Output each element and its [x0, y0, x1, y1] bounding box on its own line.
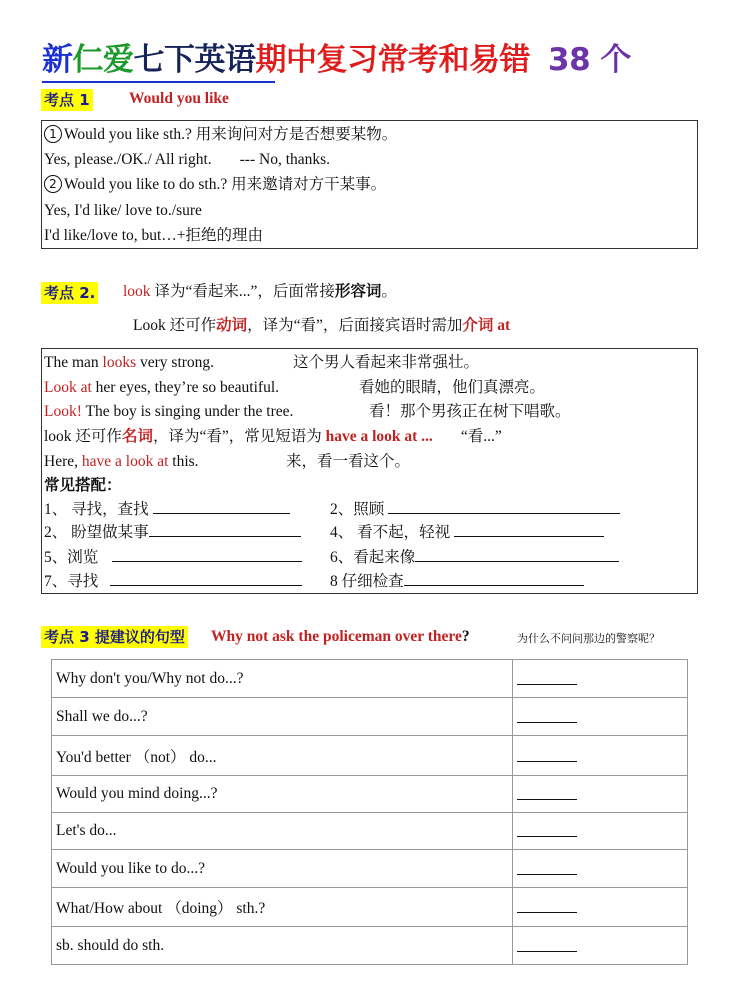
kaodian-1-tag: 考点 1 [41, 89, 93, 111]
answer-blank[interactable] [517, 783, 577, 800]
k1-line-1: 1 Would you like sth.? 用来询问对方是否想要某物。 [44, 124, 397, 146]
table-row [52, 776, 688, 813]
sentence-pattern: What/How about （doing） sth.? [52, 888, 513, 927]
table-row [52, 888, 688, 927]
sentence-pattern: You'd better （not） do... [52, 736, 513, 776]
kaodian-2-tag: 考点 2. [41, 282, 98, 304]
collocation-item-6: 6、看起来像 [330, 547, 619, 569]
k2-example-3: Look! The boy is singing under the tree. [44, 403, 294, 420]
k1-line-3: 2 Would you like to do sth.? 用来邀请对方干某事。 [44, 174, 386, 196]
sentence-pattern: Let's do... [52, 813, 513, 850]
kaodian-3-translation: 为什么不问问那边的警察呢？ [517, 632, 660, 645]
answer-blank[interactable] [153, 499, 290, 514]
answer-blank[interactable] [517, 896, 577, 913]
answer-cell[interactable] [513, 927, 688, 965]
collocation-item-5: 5、浏览 [44, 547, 302, 569]
kaodian-1-topic: Would you like [129, 90, 229, 107]
answer-blank[interactable] [415, 547, 619, 562]
k2-example-1: The man looks very strong. [44, 354, 215, 371]
k2-example-2-cn: 看她的眼睛，他们真漂亮。 [359, 379, 546, 396]
answer-blank[interactable] [517, 935, 577, 952]
suggestion-table [51, 659, 688, 965]
kaodian-3-tag: 考点 3 提建议的句型 [41, 626, 188, 648]
collocation-item-1: 1、 寻找，查找 [44, 499, 290, 521]
collocation-item-2: 2、照顾 [330, 499, 620, 521]
sentence-pattern: Shall we do...? [52, 698, 513, 736]
answer-blank[interactable] [388, 499, 620, 514]
collocation-item-7: 7、寻找 [44, 571, 302, 593]
kaodian-2-line2: Look 还可作动词，译为“看”，后面接宾语时需加介词 at [133, 317, 511, 334]
collocation-item-4: 4、 看不起，轻视 [330, 522, 604, 544]
k1-line-2: Yes, please./OK./ All right. --- No, thanks. [44, 151, 331, 168]
table-row [52, 927, 688, 965]
k2-example-3-cn: 看！那个男孩正在树下唱歌。 [369, 403, 571, 420]
answer-blank[interactable] [517, 706, 577, 723]
answer-blank[interactable] [404, 571, 584, 586]
kaodian-3-question: Why not ask the policeman over there? [211, 628, 470, 645]
page-title: 新仁爱七下英语期中复习常考和易错 38 个 [42, 42, 631, 78]
k2-example-5: Here, have a look at this. [44, 453, 199, 470]
k2-example-4: look 还可作名词，译为“看”，常见短语为 have a look at ... “看...” [44, 428, 502, 445]
answer-cell[interactable] [513, 776, 688, 813]
answer-cell[interactable] [513, 698, 688, 736]
answer-blank[interactable] [517, 745, 577, 762]
answer-cell[interactable] [513, 660, 688, 698]
answer-blank[interactable] [112, 547, 302, 562]
sentence-pattern: Would you mind doing...? [52, 776, 513, 813]
table-row [52, 736, 688, 776]
answer-blank[interactable] [517, 820, 577, 837]
collocation-item-3: 2、 盼望做某事 [44, 522, 301, 544]
answer-cell[interactable] [513, 850, 688, 888]
answer-blank[interactable] [517, 858, 577, 875]
answer-blank[interactable] [454, 522, 604, 537]
sentence-pattern: sb. should do sth. [52, 927, 513, 965]
k2-example-1-cn: 这个男人看起来非常强壮。 [293, 354, 480, 371]
collocation-item-8: 8 仔细检查 [330, 571, 584, 593]
answer-blank[interactable] [517, 668, 577, 685]
answer-blank[interactable] [149, 522, 301, 537]
answer-cell[interactable] [513, 813, 688, 850]
table-row [52, 813, 688, 850]
collocation-title: 常见搭配： [44, 477, 122, 494]
title-underline [42, 81, 275, 83]
sentence-pattern: Would you like to do...? [52, 850, 513, 888]
table-row [52, 698, 688, 736]
k1-line-4: Yes, I'd like/ love to./sure [44, 202, 202, 219]
sentence-pattern: Why don't you/Why not do...? [52, 660, 513, 698]
answer-blank[interactable] [110, 571, 302, 586]
table-row [52, 850, 688, 888]
kaodian-2-intro: look 译为“看起来...”，后面常接形容词。 [123, 283, 397, 300]
table-row [52, 660, 688, 698]
answer-cell[interactable] [513, 888, 688, 927]
answer-cell[interactable] [513, 736, 688, 776]
k1-line-5: I'd like/love to, but…+拒绝的理由 [44, 227, 264, 244]
k2-example-5-cn: 来，看一看这个。 [286, 453, 411, 470]
k2-example-2: Look at her eyes, they’re so beautiful. [44, 379, 279, 396]
